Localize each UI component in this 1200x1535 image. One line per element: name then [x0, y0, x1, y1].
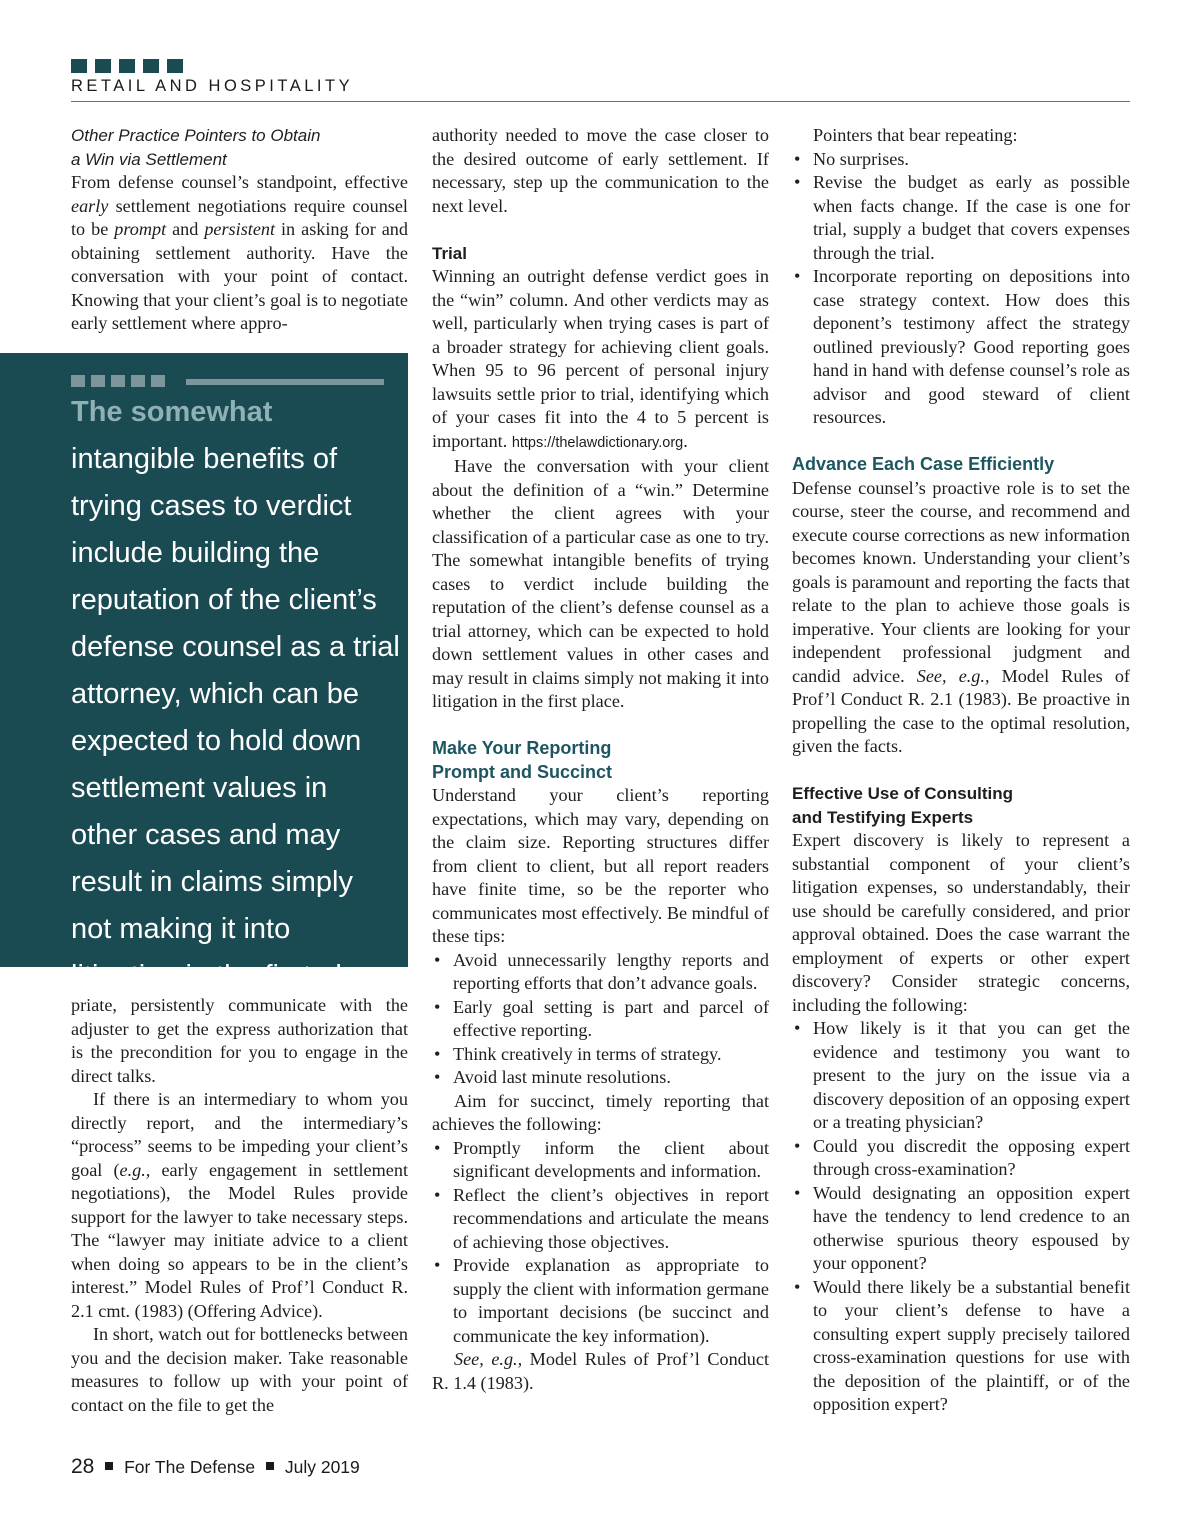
list-item: • Early goal setting is part and parcel of effective reporting. — [432, 996, 769, 1043]
section-title: RETAIL AND HOSPITALITY — [71, 77, 354, 95]
heading-experts: Effective Use of Consulting and Testifying Experts — [792, 784, 1014, 827]
header-squares — [71, 59, 183, 73]
pull-quote-squares — [71, 375, 165, 387]
tips-list — [432, 949, 769, 1090]
paragraph: authority needed to move the case closer to the desired outcome of early settlement. If necessary, step up the communication to the next level. — [432, 125, 769, 216]
publication-name: For The Defense — [124, 1457, 256, 1477]
column-3 — [792, 124, 1130, 1417]
square-icon — [131, 375, 145, 387]
aims-list — [432, 1137, 769, 1349]
header-rule — [71, 101, 1130, 102]
issue-date: July 2019 — [284, 1457, 360, 1477]
paragraph: Aim for succinct, timely reporting that achieves the following: — [432, 1090, 769, 1134]
list-item: • Incorporate reporting on depositions into case strategy context. How does this deponent’s testimony affect the strategy outlined previously? Good reporting goes hand in hand with defense counsel’s role as advisor and good steward of client resources. — [792, 265, 1130, 430]
bullet-icon — [266, 1462, 274, 1470]
list-item: • Think creatively in terms of strategy. — [432, 1043, 769, 1067]
pull-quote-bar — [186, 379, 384, 385]
page-number: 28 — [71, 1455, 95, 1478]
square-icon — [71, 59, 87, 73]
heading-trial: Trial — [432, 243, 467, 263]
paragraph: Pointers that bear repeating: — [813, 125, 1018, 145]
paragraph: If there is an intermediary to whom you directly report, and the intermediary’s “process” seems to be impeding your client’s goal (e.g., early engagement in settlement negotiations), the Model Rules provide support for the lawyer to take necessary steps. The “lawyer may initiate advice to a client when doing so appears to be in the client’s interest.” Model Rules of Prof’l Conduct R. 2.1 cmt. (1983) (Offering Advice). — [71, 1089, 408, 1321]
list-item: • How likely is it that you can get the evidence and testimony you want to present to the jury on the issue via a discovery deposition of an opposing expert or a treating physician? — [792, 1017, 1130, 1135]
paragraph: Expert discovery is likely to represent a substantial component of your client’s litigation expenses, so understandably, their use should be carefully considered, and prior approval obtained. Does the case warrant the employment of experts or other expert discovery? Consider strategic concerns, including the following: — [792, 830, 1130, 1015]
list-item: • Would there likely be a substantial benefit to your client’s defense to have a consulting expert supply precisely tailored cross-examination questions for use with the deposition of the plaintiff, or of the opposition expert? — [792, 1276, 1130, 1417]
list-item: • Reflect the client’s objectives in report recommendations and articulate the means of achieving those objectives. — [432, 1184, 769, 1255]
heading-reporting: Make Your Reporting Prompt and Succinct — [432, 738, 613, 782]
questions-list — [792, 1017, 1130, 1417]
list-item: • Promptly inform the client about significant developments and information. — [432, 1137, 769, 1184]
list-item: • Revise the budget as early as possible when facts change. If the case is one for trial, supply a budget that covers expenses through the trial. — [792, 171, 1130, 265]
column-2 — [432, 124, 769, 1395]
paragraph: Winning an outright defense verdict goes in the “win” column. And other verdicts may as well, particularly when trying cases is part of a broader strategy for achieving client goals. When 95 to 96 percent of personal injury lawsuits settle prior to trial, identifying which of your cases fit into the 4 to 5 percent is important. https://thelawdictionary.org. — [432, 266, 769, 451]
square-icon — [91, 375, 105, 387]
column-1-bottom — [71, 994, 408, 1417]
page-footer — [71, 1455, 360, 1479]
paragraph: In short, watch out for bottlenecks between you and the decision maker. Take reasonable measures to follow up with your point of contact on the file to get the — [71, 1324, 408, 1415]
paragraph: From defense counsel’s standpoint, effective early settlement negotiations require counsel to be prompt and persistent in asking for and obtaining settlement authority. Have the conversation with your point of contact. Knowing that your client’s goal is to negotiate early settlement where appro- — [71, 172, 408, 333]
square-icon — [151, 375, 165, 387]
paragraph: Defense counsel’s proactive role is to set the course, steer the course, and recommend and execute course corrections as new information becomes known. Understanding your client’s goals is paramount and reporting the facts that relate to the plan to achieve those goals is imperative. Your clients are looking for your independent professional judgment and candid advice. See, e.g., Model Rules of Prof’l Conduct R. 2.1 (1983). Be proactive in propelling the case to the optimal resolution, given the facts. — [792, 477, 1130, 756]
pointers-list — [792, 148, 1130, 430]
source-url: https://thelawdictionary.org — [511, 434, 684, 451]
list-item: • Could you discredit the opposing expert through cross-examination? — [792, 1135, 1130, 1182]
square-icon — [119, 59, 135, 73]
bullet-icon — [105, 1462, 113, 1470]
list-item: • No surprises. — [792, 148, 1130, 172]
square-icon — [143, 59, 159, 73]
square-icon — [95, 59, 111, 73]
paragraph: See, e.g., Model Rules of Prof’l Conduct R. 1.4 (1983). — [432, 1349, 769, 1393]
square-icon — [167, 59, 183, 73]
square-icon — [71, 375, 85, 387]
column-1-top — [71, 124, 408, 336]
list-item: • Provide explanation as appropriate to supply the client with information germane to important decisions (be succinct and communicate the key information). — [432, 1254, 769, 1348]
list-item: • Avoid last minute resolutions. — [432, 1066, 769, 1090]
heading-advance: Advance Each Case Efficiently — [792, 454, 1055, 474]
list-item: • Would designating an opposition expert have the tendency to lend credence to an otherwise spurious theory espoused by your opponent? — [792, 1182, 1130, 1276]
list-item: • Avoid unnecessarily lengthy reports and reporting efforts that don’t advance goals. — [432, 949, 769, 996]
pull-quote-text: The somewhat intangible benefits of trying cases to verdict include building the reputation of the client’s defense counsel as a trial attorney, which can be expected to hold down settlement values in other cases and may result in claims simply not making it into litigation in the first place — [71, 396, 400, 992]
paragraph: Understand your client’s reporting expectations, which may vary, depending on the claim size. Reporting structures differ from client to client, but all report readers have finite time, so be the reporter who communicates most effectively. Be mindful of these tips: — [432, 785, 769, 946]
paragraph: priate, persistently communicate with the adjuster to get the express authorization that is the precondition for you to engage in the direct talks. — [71, 995, 408, 1086]
subheading-practice-pointers: Other Practice Pointers to Obtain a Win via Settlement — [71, 126, 321, 169]
square-icon — [111, 375, 125, 387]
paragraph: Have the conversation with your client about the definition of a “win.” Determine whether the client agrees with your classification of a particular case as one to try. The somewhat intangible benefits of trying cases to verdict include building the reputation of the client’s defense counsel as a trial attorney, which can be expected to hold down settlement values in other cases and may result in claims simply not making it into litigation in the first place. — [432, 456, 769, 711]
pull-quote-box — [0, 353, 408, 992]
